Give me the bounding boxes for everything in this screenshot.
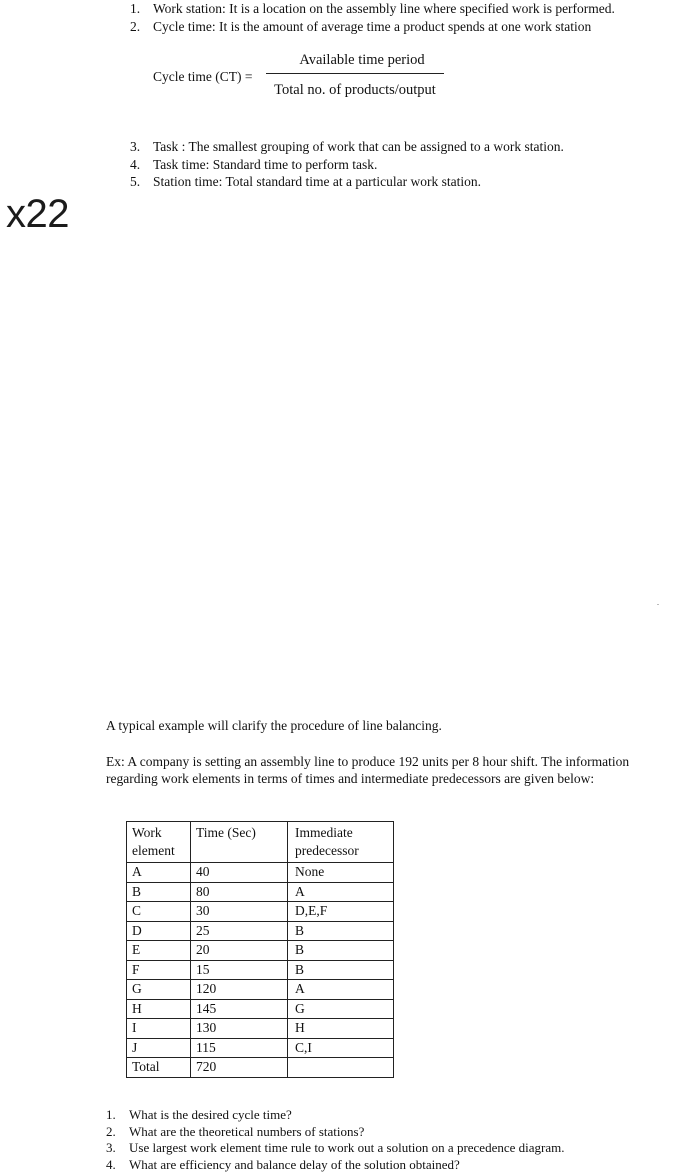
- table-row: [127, 921, 394, 941]
- cell-predecessor: [288, 1058, 394, 1078]
- table-row: [127, 1038, 394, 1058]
- cell-time: 720: [191, 1058, 288, 1078]
- table-row: [127, 941, 394, 961]
- fraction-denominator: Total no. of products/output: [274, 82, 436, 98]
- cell-predecessor: G: [288, 999, 394, 1019]
- questions-list: [106, 1107, 564, 1173]
- header-time: Time (Sec): [191, 822, 288, 863]
- definition-item: 4. Task time: Standard time to perform task.: [130, 156, 378, 172]
- cell-work-element: Total: [127, 1058, 191, 1078]
- cell-time: 120: [191, 980, 288, 1000]
- cell-work-element: F: [127, 960, 191, 980]
- table-row: [127, 980, 394, 1000]
- question-item: 1. What is the desired cycle time?: [106, 1107, 292, 1122]
- work-elements-table: [126, 821, 394, 1078]
- cell-work-element: D: [127, 921, 191, 941]
- cycle-time-fraction: [266, 52, 444, 99]
- cell-time: 15: [191, 960, 288, 980]
- cycle-time-label: Cycle time (CT) =: [153, 69, 253, 84]
- cell-predecessor: A: [288, 882, 394, 902]
- cell-time: 80: [191, 882, 288, 902]
- cell-work-element: A: [127, 863, 191, 883]
- definition-item: 1. Work station: It is a location on the assembly line where specified work is performed.: [130, 1, 615, 16]
- cell-time: 30: [191, 902, 288, 922]
- cell-work-element: H: [127, 999, 191, 1019]
- definition-item: 5. Station time: Total standard time at a particular work station.: [130, 174, 481, 189]
- cell-work-element: E: [127, 941, 191, 961]
- cell-work-element: G: [127, 980, 191, 1000]
- header-predecessor: Immediate predecessor: [288, 822, 394, 863]
- cell-time: 20: [191, 941, 288, 961]
- cell-predecessor: A: [288, 980, 394, 1000]
- cell-time: 115: [191, 1038, 288, 1058]
- definition-item: 3. Task : The smallest grouping of work that can be assigned to a work station.: [130, 139, 564, 154]
- cell-work-element: C: [127, 902, 191, 922]
- table-row: [127, 882, 394, 902]
- table-row: [127, 863, 394, 883]
- table-row: [127, 1058, 394, 1078]
- table-row: [127, 1019, 394, 1039]
- header-work-element: Work element: [127, 822, 191, 863]
- cell-predecessor: C,I: [288, 1038, 394, 1058]
- definitions-list-top: [130, 0, 615, 36]
- cell-predecessor: B: [288, 921, 394, 941]
- fraction-numerator: Available time period: [299, 52, 425, 68]
- example-paragraph: Ex: A company is setting an assembly line to produce 192 units per 8 hour shift. The information regarding work elements in terms of times and intermediate predecessors are given below:: [106, 754, 630, 786]
- question-item: 3. Use largest work element time rule to work out a solution on a precedence diagram.: [106, 1140, 565, 1155]
- intro-paragraph: A typical example will clarify the procedure of line balancing.: [106, 718, 442, 733]
- question-item: 4. What are efficiency and balance delay of the solution obtained?: [106, 1156, 460, 1172]
- cell-time: 40: [191, 863, 288, 883]
- table-row: [127, 960, 394, 980]
- cell-time: 145: [191, 999, 288, 1019]
- cell-predecessor: H: [288, 1019, 394, 1039]
- cell-work-element: J: [127, 1038, 191, 1058]
- table-row: [127, 902, 394, 922]
- cell-predecessor: B: [288, 960, 394, 980]
- table-row: [127, 999, 394, 1019]
- cell-work-element: B: [127, 882, 191, 902]
- question-item: 2. What are the theoretical numbers of stations?: [106, 1123, 365, 1139]
- cell-time: 25: [191, 921, 288, 941]
- definitions-list-mid: [130, 138, 564, 191]
- scan-speck: [657, 604, 659, 605]
- cell-time: 130: [191, 1019, 288, 1039]
- cell-predecessor: B: [288, 941, 394, 961]
- cell-predecessor: None: [288, 863, 394, 883]
- cell-work-element: I: [127, 1019, 191, 1039]
- cell-predecessor: D,E,F: [288, 902, 394, 922]
- margin-note: x22: [6, 192, 69, 236]
- table-header-row: [127, 822, 394, 863]
- definition-item: 2. Cycle time: It is the amount of average time a product spends at one work station: [130, 19, 592, 34]
